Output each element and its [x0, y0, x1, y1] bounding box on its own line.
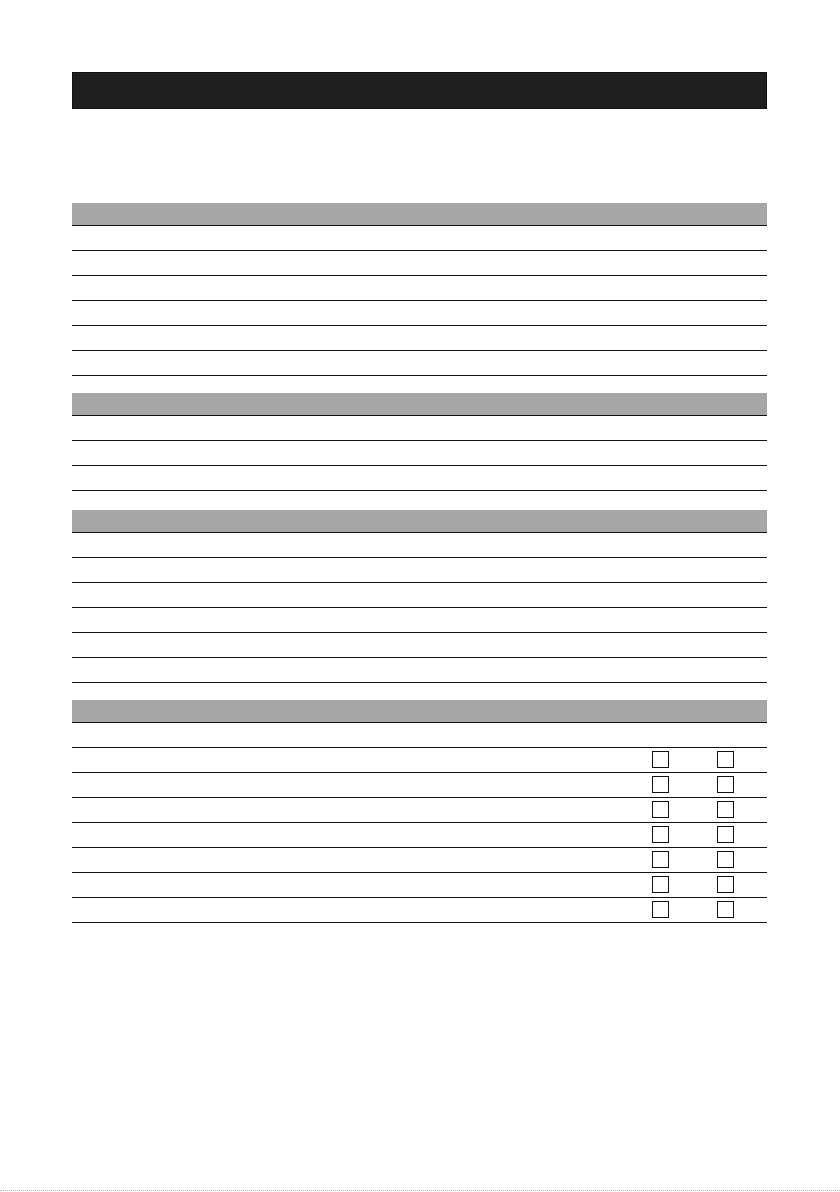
form-row — [72, 823, 767, 848]
checkbox-column-1[interactable] — [652, 876, 669, 893]
checkbox-column-2[interactable] — [717, 776, 734, 793]
checkbox-column-2[interactable] — [717, 901, 734, 918]
form-row — [72, 873, 767, 898]
form-row — [72, 251, 767, 276]
checkbox-column-1[interactable] — [652, 801, 669, 818]
form-row — [72, 301, 767, 326]
form-row — [72, 773, 767, 798]
form-section-1 — [72, 203, 767, 376]
checkbox-column-2[interactable] — [717, 851, 734, 868]
form-title-bar — [72, 72, 767, 109]
form-row — [72, 276, 767, 301]
section-header — [72, 510, 767, 533]
form-row — [72, 558, 767, 583]
form-row — [72, 326, 767, 351]
form-row — [72, 583, 767, 608]
form-section-4 — [72, 700, 767, 923]
form-row — [72, 608, 767, 633]
checkbox-column-1[interactable] — [652, 751, 669, 768]
form-row — [72, 723, 767, 748]
form-section-2 — [72, 393, 767, 491]
form-row — [72, 848, 767, 873]
checkbox-column-2[interactable] — [717, 826, 734, 843]
section-header — [72, 203, 767, 226]
checkbox-column-1[interactable] — [652, 826, 669, 843]
form-row — [72, 798, 767, 823]
form-row — [72, 898, 767, 923]
form-row — [72, 633, 767, 658]
checkbox-column-1[interactable] — [652, 851, 669, 868]
checkbox-column-1[interactable] — [652, 901, 669, 918]
form-row — [72, 351, 767, 376]
checkbox-column-1[interactable] — [652, 776, 669, 793]
checkbox-column-2[interactable] — [717, 801, 734, 818]
form-row — [72, 416, 767, 441]
form-row — [72, 441, 767, 466]
form-row — [72, 533, 767, 558]
form-row — [72, 226, 767, 251]
section-header — [72, 700, 767, 723]
checkbox-column-2[interactable] — [717, 876, 734, 893]
form-section-3 — [72, 510, 767, 683]
form-row — [72, 466, 767, 491]
form-row — [72, 658, 767, 683]
checkbox-column-2[interactable] — [717, 751, 734, 768]
form-row — [72, 748, 767, 773]
section-header — [72, 393, 767, 416]
